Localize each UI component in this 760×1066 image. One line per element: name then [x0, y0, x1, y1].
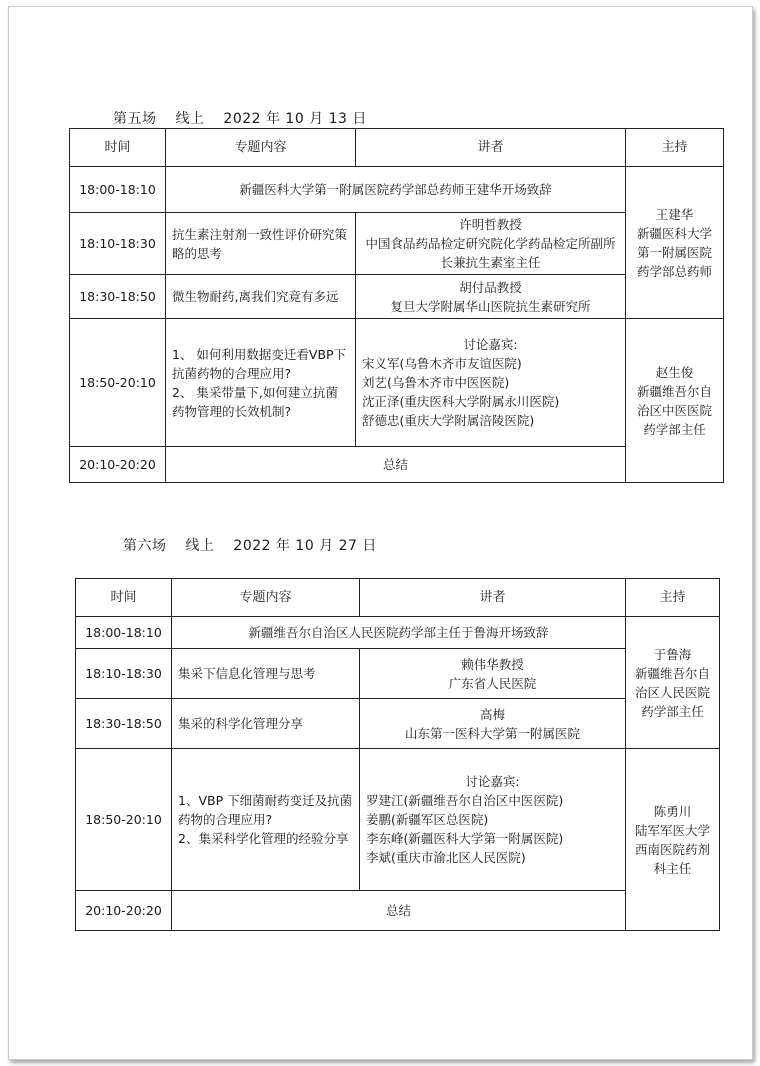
- merged-cell: 总结: [172, 891, 626, 931]
- merged-cell: 新疆维吾尔自治区人民医院药学部主任于鲁海开场致辞: [172, 617, 626, 649]
- discussion-guest: 李斌(重庆市渝北区人民医院): [366, 850, 526, 865]
- merged-cell: 新疆医科大学第一附属医院药学部总药师王建华开场致辞: [166, 167, 626, 213]
- speaker-cell: 胡付品教授 复旦大学附属华山医院抗生素研究所: [356, 275, 626, 319]
- topic-cell: 抗生素注射剂一致性评价研究策略的思考: [166, 213, 356, 275]
- session6-heading: [123, 535, 391, 555]
- host-cell: 王建华 新疆医科大学第一附属医院药学部总药师: [626, 167, 724, 319]
- host-cell: 赵生俊 新疆维吾尔自治区中医医院药学部主任: [626, 319, 724, 483]
- time-cell: 18:00-18:10: [76, 617, 172, 649]
- time-cell: 18:10-18:30: [70, 213, 166, 275]
- speaker-cell: 高梅 山东第一医科大学第一附属医院: [360, 699, 626, 749]
- column-header: 讲者: [356, 129, 626, 167]
- table-row: [70, 275, 724, 319]
- host-cell: 于鲁海 新疆维吾尔自治区人民医院药学部主任: [626, 617, 720, 749]
- table-row: [70, 167, 724, 213]
- topic-cell: 1、 如何利用数据变迁看VBP下抗菌药物的合理应用? 2、 集采带量下,如何建立抗菌药物管理的长效机制?: [166, 319, 356, 447]
- session-mode: 线上: [175, 111, 205, 127]
- time-cell: 18:30-18:50: [70, 275, 166, 319]
- discussion-title: 讨论嘉宾:: [465, 774, 520, 789]
- topic-cell: 1、VBP 下细菌耐药变迁及抗菌药物的合理应用? 2、集采科学化管理的经验分享: [172, 749, 360, 891]
- session5-table: [69, 128, 724, 483]
- discussion-guest: 宋义军(乌鲁木齐市友谊医院): [362, 356, 522, 371]
- speaker-cell: 赖伟华教授 广东省人民医院: [360, 649, 626, 699]
- table-row: [70, 319, 724, 447]
- column-header: 讲者: [360, 579, 626, 617]
- column-header: 专题内容: [166, 129, 356, 167]
- document-page: [8, 6, 753, 1060]
- column-header: 时间: [76, 579, 172, 617]
- table-row: [76, 649, 720, 699]
- column-header: 专题内容: [172, 579, 360, 617]
- table-row: [76, 699, 720, 749]
- speaker-cell: [356, 319, 626, 447]
- topic-cell: 集采下信息化管理与思考: [172, 649, 360, 699]
- session-number: 第五场: [113, 111, 157, 127]
- topic-cell: 集采的科学化管理分享: [172, 699, 360, 749]
- discussion-guest: 罗建江(新疆维吾尔自治区中医医院): [366, 793, 564, 808]
- time-cell: 18:50-20:10: [76, 749, 172, 891]
- column-header: 主持: [626, 579, 720, 617]
- session-date: 2022 年 10 月 13 日: [223, 111, 367, 127]
- time-cell: 18:00-18:10: [70, 167, 166, 213]
- speaker-cell: [360, 749, 626, 891]
- session5-heading: [113, 108, 381, 128]
- table-row: [70, 213, 724, 275]
- discussion-guest: 姜鹏(新疆军区总医院): [366, 812, 489, 827]
- discussion-guest: 沈正泽(重庆医科大学附属永川医院): [362, 394, 560, 409]
- session-number: 第六场: [123, 538, 167, 554]
- speaker-cell: 许明哲教授 中国食品药品检定研究院化学药品检定所副所长兼抗生素室主任: [356, 213, 626, 275]
- table-row: [70, 447, 724, 483]
- column-header: 主持: [626, 129, 724, 167]
- session-date: 2022 年 10 月 27 日: [233, 538, 377, 554]
- host-cell: 陈勇川 陆军军医大学西南医院药剂科主任: [626, 749, 720, 931]
- time-cell: 20:10-20:20: [76, 891, 172, 931]
- discussion-guest: 舒德忠(重庆大学附属涪陵医院): [362, 413, 535, 428]
- discussion-guest: 李东峰(新疆医科大学第一附属医院): [366, 831, 564, 846]
- column-header: 时间: [70, 129, 166, 167]
- table-row: [76, 891, 720, 931]
- session-mode: 线上: [185, 538, 215, 554]
- time-cell: 20:10-20:20: [70, 447, 166, 483]
- time-cell: 18:10-18:30: [76, 649, 172, 699]
- merged-cell: 总结: [166, 447, 626, 483]
- time-cell: 18:30-18:50: [76, 699, 172, 749]
- discussion-guest: 刘艺(乌鲁木齐市中医医院): [362, 375, 510, 390]
- topic-cell: 微生物耐药,离我们究竟有多远: [166, 275, 356, 319]
- session6-table: [75, 578, 720, 931]
- table-row: [76, 749, 720, 891]
- time-cell: 18:50-20:10: [70, 319, 166, 447]
- table-row: [76, 617, 720, 649]
- discussion-title: 讨论嘉宾:: [463, 337, 518, 352]
